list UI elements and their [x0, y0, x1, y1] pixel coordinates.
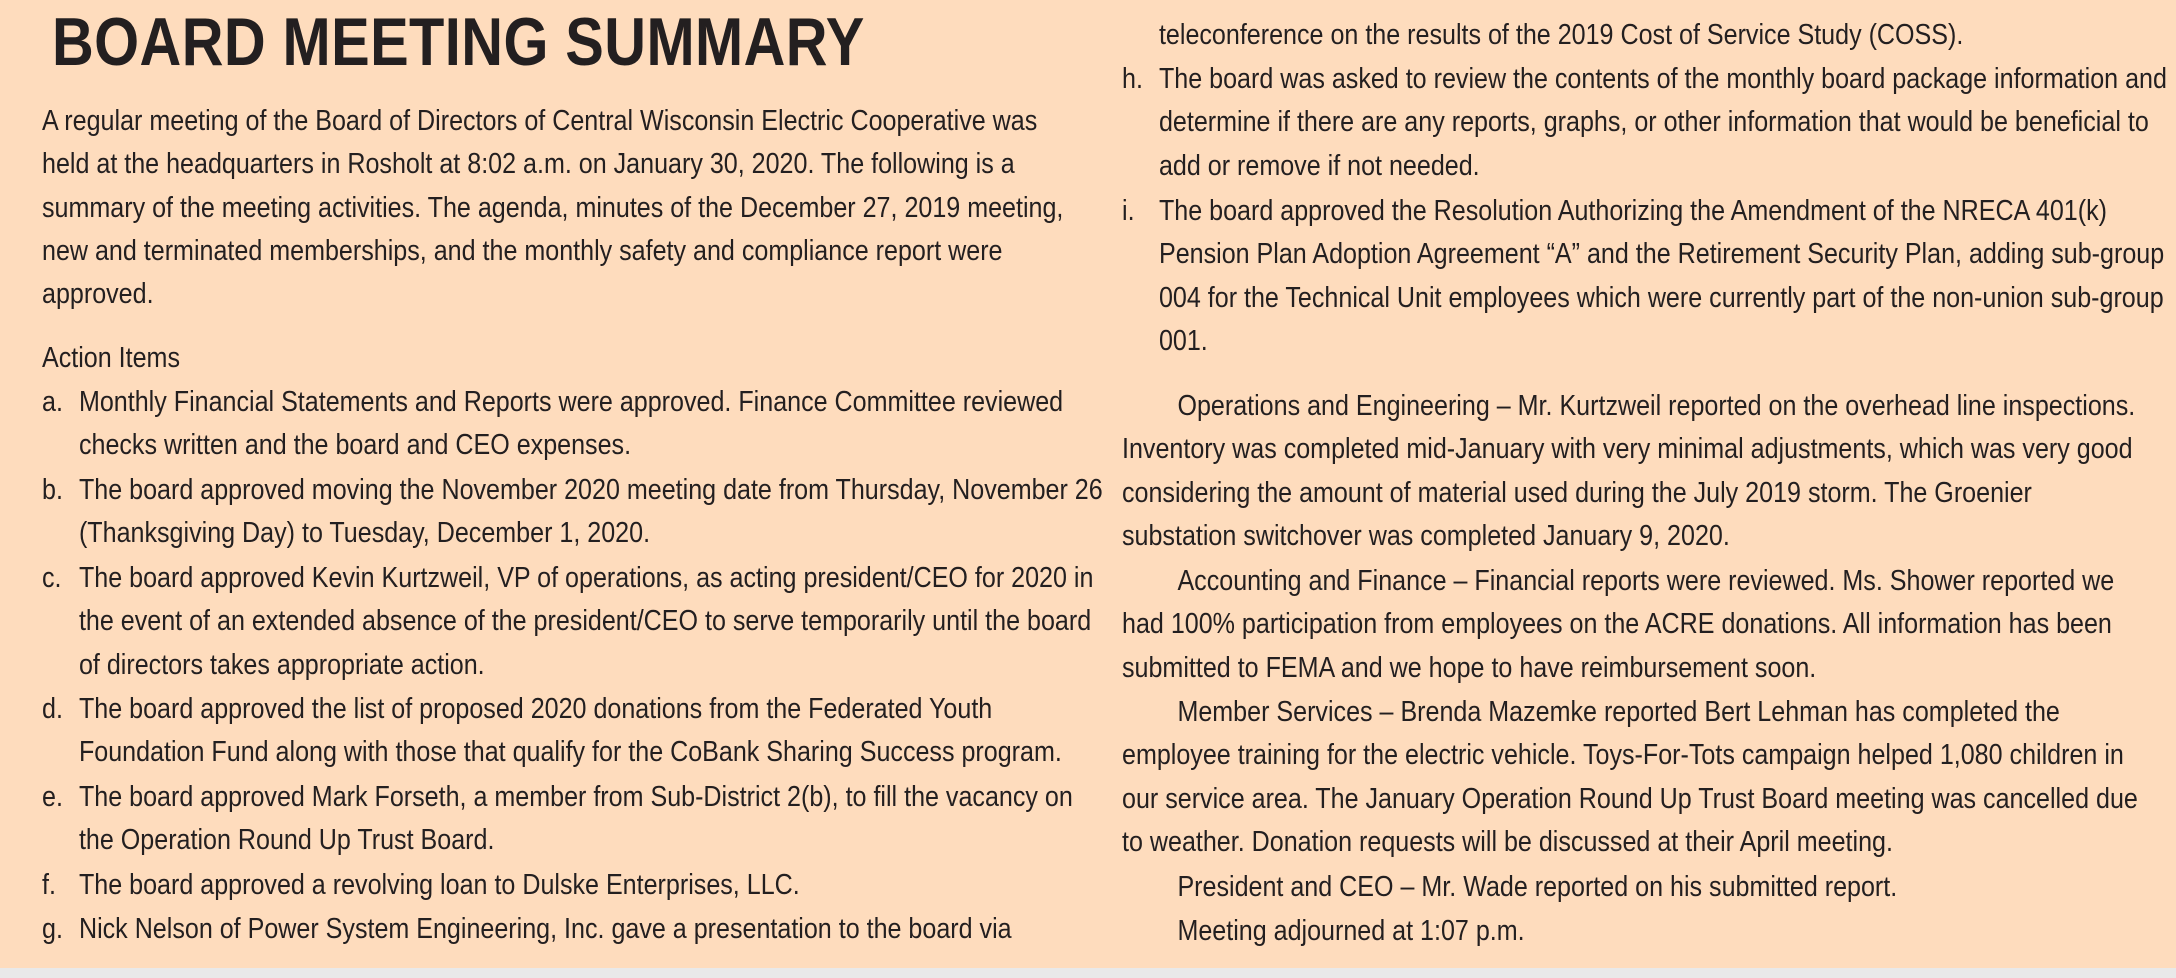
list-marker: a. — [42, 386, 63, 418]
list-marker: d. — [42, 693, 63, 725]
list-item-continued — [1122, 14, 2176, 57]
list-marker: f. — [42, 869, 56, 901]
list-item — [42, 688, 1109, 775]
list-item — [42, 864, 1109, 907]
list-item — [42, 469, 1109, 556]
list-item-text: The board approved moving the November 2020 meeting date from Thursday, November 26 (Thanksgiving Day) to Tuesday, December 1, 2020. — [78, 474, 1103, 550]
list-item — [42, 381, 1109, 468]
list-item — [1122, 58, 2176, 188]
list-item-text: The board approved the Resolution Authorizing the Amendment of the NRECA 401(k) Pension Plan Adoption Agreement “A” and the Retirement Security Plan, adding sub-group 004 for the Technical Unit employees which were currently part of the non-union sub-group 001. — [1158, 195, 2165, 357]
list-item-text: teleconference on the results of the 2019 Cost of Service Study (COSS). — [1158, 19, 1964, 51]
list-item-text: The board approved Mark Forseth, a member from Sub-District 2(b), to fill the vacancy on the Operation Round Up Trust Board. — [78, 781, 1073, 857]
list-marker: b. — [42, 474, 63, 506]
report-accounting: Accounting and Finance – Financial reports were reviewed. Ms. Shower reported we had 100% participation from employees on the ACRE donations. All information has been submitted to FEMA and we hope to have reimbursement soon. — [1122, 565, 2115, 684]
list-item-text: Nick Nelson of Power System Engineering, Inc. gave a presentation to the board via — [78, 913, 1012, 945]
action-items-heading: Action Items — [42, 342, 180, 374]
page-title: BOARD MEETING SUMMARY — [52, 4, 865, 80]
list-item — [1122, 190, 2176, 363]
list-item — [42, 557, 1109, 687]
intro-paragraph: A regular meeting of the Board of Directors of Central Wisconsin Electric Cooperative was held at the headquarters in Rosholt at 8:02 a.m. on January 30, 2020. The following is a summary of the meeting activities. The agenda, minutes of the December 27, 2019 meeting, new and terminated memberships, and the monthly safety and compliance report were approved. — [42, 105, 1064, 311]
report-president: President and CEO – Mr. Wade reported on his submitted report. — [1177, 871, 1898, 903]
list-marker: i. — [1122, 195, 1135, 227]
list-item-text: The board was asked to review the contents of the monthly board package information and determine if there are any reports, graphs, or other information that would be beneficial to add or remove if not needed. — [1158, 63, 2167, 182]
list-marker: e. — [42, 781, 63, 813]
list-item — [42, 908, 1109, 951]
list-item-text: The board approved Kevin Kurtzweil, VP of operations, as acting president/CEO for 2020 in the event of an extended absence of the president/CEO to serve temporarily until the board of directors takes appropriate action. — [78, 562, 1094, 681]
list-marker: c. — [42, 562, 62, 594]
list-marker: g. — [42, 913, 63, 945]
list-item — [42, 776, 1109, 863]
meeting-adjourned: Meeting adjourned at 1:07 p.m. — [1177, 915, 1525, 947]
report-operations: Operations and Engineering – Mr. Kurtzweil reported on the overhead line inspections. Inventory was completed mid-January with very minimal adjustments, which was very good considering the amount of material used during the July 2019 storm. The Groenier substation switchover was completed January 9, 2020. — [1122, 390, 2136, 552]
list-item-text: The board approved a revolving loan to Dulske Enterprises, LLC. — [78, 869, 800, 901]
list-item-text: The board approved the list of proposed 2020 donations from the Federated Youth Foundation Fund along with those that qualify for the CoBank Sharing Success program. — [78, 693, 1062, 769]
list-item-text: Monthly Financial Statements and Reports were approved. Finance Committee reviewed checks written and the board and CEO expenses. — [78, 386, 1064, 462]
list-marker: h. — [1122, 63, 1143, 95]
report-member-services: Member Services – Brenda Mazemke reported Bert Lehman has completed the employee training for the electric vehicle. Toys-For-Tots campaign helped 1,080 children in our service area. The January Operation Round Up Trust Board meeting was cancelled due to weather. Donation requests will be discussed at their April meeting. — [1122, 696, 2138, 858]
